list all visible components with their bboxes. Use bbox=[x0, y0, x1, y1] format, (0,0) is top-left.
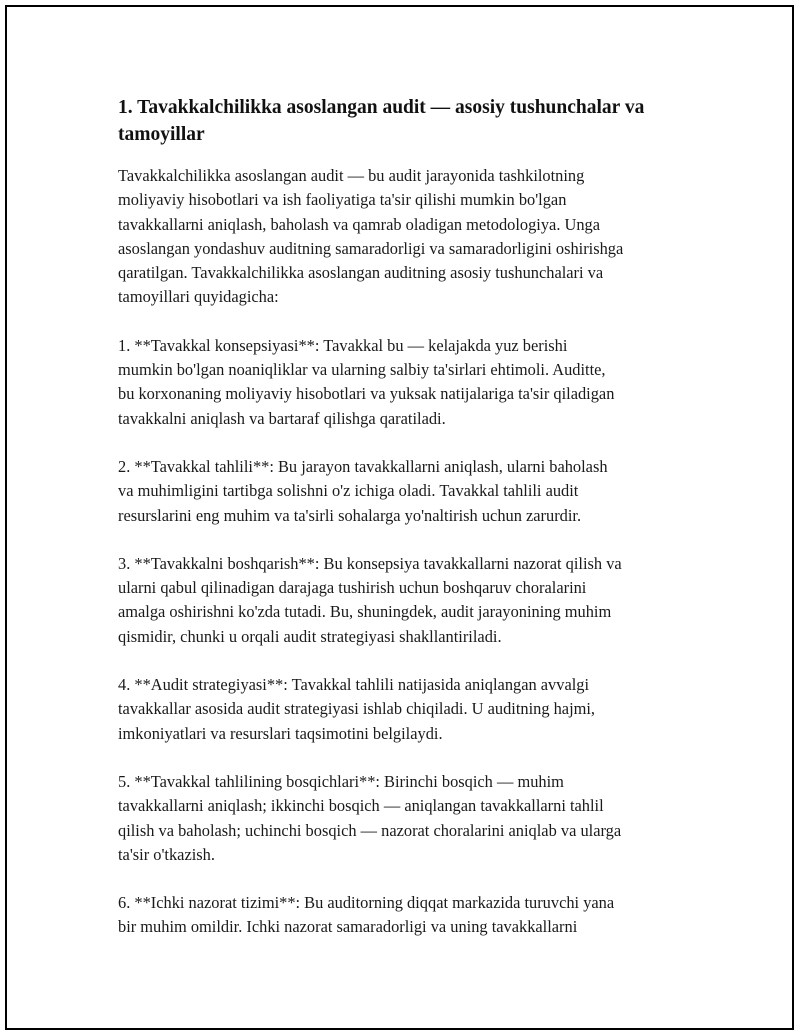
paragraph-risk-concept: 1. **Tavakkal konsepsiyasi**: Tavakkal bu — kelajakda yuz berishi mumkin bo'lgan noaniqliklar va ularning salbiy ta'sirlari ehtimoli. Auditte, bu korxonaning moliyaviy hisobotlari va yuksak natijalariga ta'sir qiladigan tavakkalni aniqlash va bartaraf qilishga qaratiladi. bbox=[118, 335, 615, 428]
paragraph-internal-control: 6. **Ichki nazorat tizimi**: Bu auditorning diqqat markazida turuvchi yana bir muhim omildir. Ichki nazorat samaradorligi va uning tavakkallarni bbox=[118, 893, 615, 937]
paragraph-risk-analysis: 2. **Tavakkal tahlili**: Bu jarayon tavakkallarni aniqlash, ularni baholash va muhimligini tartibga solishni o'z ichiga oladi. Tavakkal tahlili audit resurslarini eng muhim va ta'sirli sohalarga yo'naltirish uchun zarurdir. bbox=[118, 456, 608, 525]
paragraph-audit-strategy: 4. **Audit strategiyasi**: Tavakkal tahlili natijasida aniqlangan avvalgi tavakkallar asosida audit strategiyasi ishlab chiqiladi. U auditning hajmi, imkoniyatlari va resurslari taqsimotini belgilaydi. bbox=[118, 675, 596, 743]
paragraph-analysis-stages: 5. **Tavakkal tahlilining bosqichlari**: Birinchi bosqich — muhim tavakkallarni aniqlash; ikkinchi bosqich — aniqlangan tavakkallarni tahlil qilish va baholash; uchinchi bosqich — nazorat choralarini aniqlab va ularga ta'sir o'tkazish. bbox=[118, 771, 622, 864]
intro-paragraph: Tavakkalchilikka asoslangan audit — bu audit jarayonida tashkilotning moliyaviy hisobotlari va ish faoliyatiga ta'sir qilishi mumkin bo'lgan tavakkallarni aniqlash, baholash va qamrab oladigan metodologiya. Unga asoslangan yondashuv auditning samaradorligi va samaradorligini oshirishga qaratilgan. Tavakkalchilikka asoslangan auditning asosiy tushunchalari va tamoyillari quyidagicha: bbox=[118, 166, 624, 307]
section-heading: 1. Tavakkalchilikka asoslangan audit — asosiy tushunchalar va tamoyillar bbox=[118, 97, 645, 145]
document-body bbox=[118, 94, 698, 964]
paragraph-risk-management: 3. **Tavakkalni boshqarish**: Bu konsepsiya tavakkallarni nazorat qilish va ularni qabul qilinadigan darajaga tushirish uchun boshqaruv choralarini amalga oshirishni ko'zda tutadi. Bu, shuningdek, audit jarayonining muhim qismidir, chunki u orqali audit strategiyasi shakllantiriladi. bbox=[118, 553, 622, 646]
page-frame bbox=[5, 5, 794, 1030]
